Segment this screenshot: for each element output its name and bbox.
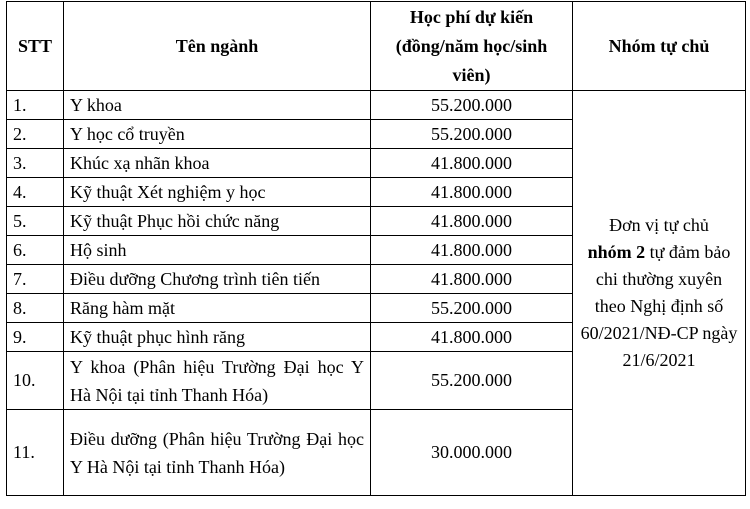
row-fee: 41.800.000 (371, 178, 573, 207)
header-group: Nhóm tự chủ (573, 2, 746, 91)
header-stt: STT (7, 2, 64, 91)
row-name: Y học cổ truyền (64, 120, 371, 149)
row-name: Hộ sinh (64, 236, 371, 265)
row-stt: 9. (7, 323, 64, 352)
row-fee: 41.800.000 (371, 323, 573, 352)
row-fee: 41.800.000 (371, 265, 573, 294)
tuition-table (6, 1, 746, 496)
row-stt: 2. (7, 120, 64, 149)
row-fee: 41.800.000 (371, 236, 573, 265)
row-name: Kỹ thuật Phục hồi chức năng (64, 207, 371, 236)
header-fee: Học phí dự kiến (đồng/năm học/sinh viên) (371, 2, 573, 91)
row-stt: 10. (7, 352, 64, 410)
row-name: Kỹ thuật phục hình răng (64, 323, 371, 352)
row-stt: 5. (7, 207, 64, 236)
row-stt: 4. (7, 178, 64, 207)
row-name: Điều dưỡng Chương trình tiên tiến (64, 265, 371, 294)
group-bold: nhóm 2 (587, 242, 646, 262)
row-stt: 1. (7, 91, 64, 120)
group-suffix: tự đảm bảo chi thường xuyên theo Nghị định số 60/2021/NĐ-CP ngày 21/6/2021 (580, 242, 738, 370)
autonomy-group-cell (573, 91, 746, 496)
row-stt: 8. (7, 294, 64, 323)
row-fee: 55.200.000 (371, 91, 573, 120)
row-stt: 3. (7, 149, 64, 178)
row-name: Khúc xạ nhãn khoa (64, 149, 371, 178)
row-fee: 55.200.000 (371, 352, 573, 410)
row-fee: 55.200.000 (371, 120, 573, 149)
table-row (7, 91, 746, 120)
row-fee: 41.800.000 (371, 207, 573, 236)
header-row (7, 2, 746, 91)
row-name: Y khoa (Phân hiệu Trường Đại học Y Hà Nội tại tỉnh Thanh Hóa) (64, 352, 371, 410)
row-fee: 41.800.000 (371, 149, 573, 178)
group-prefix: Đơn vị tự chủ (609, 215, 709, 235)
row-name: Điều dưỡng (Phân hiệu Trường Đại học Y Hà Nội tại tỉnh Thanh Hóa) (64, 410, 371, 496)
row-name: Răng hàm mặt (64, 294, 371, 323)
row-fee: 30.000.000 (371, 410, 573, 496)
row-stt: 6. (7, 236, 64, 265)
row-stt: 7. (7, 265, 64, 294)
row-name: Y khoa (64, 91, 371, 120)
row-name: Kỹ thuật Xét nghiệm y học (64, 178, 371, 207)
row-fee: 55.200.000 (371, 294, 573, 323)
row-stt: 11. (7, 410, 64, 496)
header-name: Tên ngành (64, 2, 371, 91)
